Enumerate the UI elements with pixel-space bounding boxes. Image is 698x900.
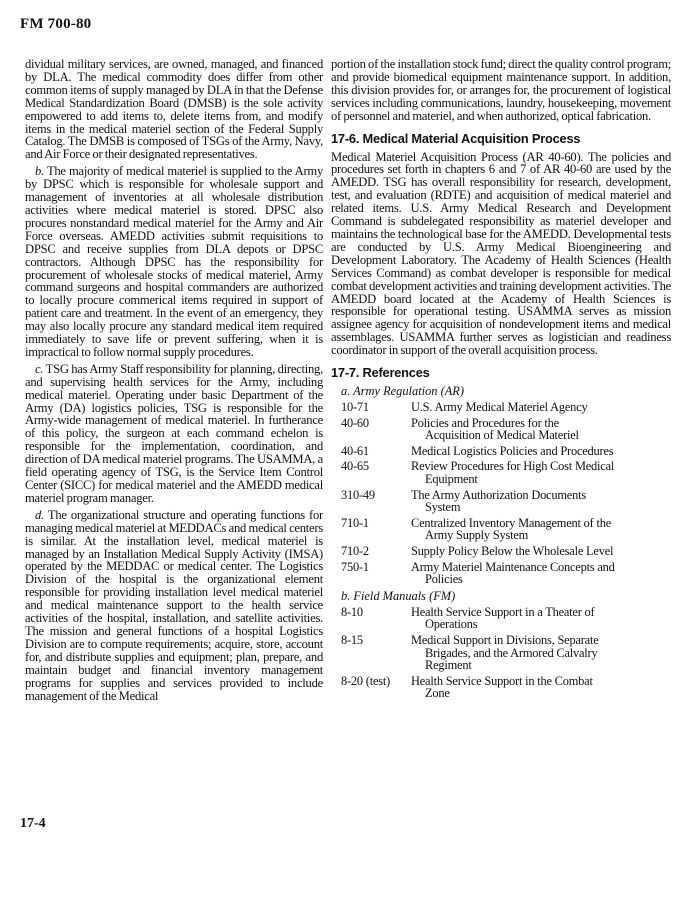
- reference-item: [341, 606, 671, 631]
- reference-title: Medical Support in Divisions, Separate Brigades, and the Armored Calvalry Regiment: [411, 632, 599, 673]
- reference-item: [341, 517, 671, 542]
- paragraph-b-text: The majority of medical materiel is supplied to the Army by DPSC which is responsible for wholesale support and management of inventories at all wholesale distribution activities where medical materiel is stored. DPSC also procures nonstandard medical materiel for the Army and Air Force overseas. AMEDD activities submit requisitions to DPSC and receive supplies from DLA depots or DPSC contractors. Although DPSC has the responsibility for procurement of wholesale stocks of medical materiel, Army command surgeons and hospital commanders are authorized to locally procure commerical items required in support of patient care and treatment. In the event of an emergency, they may also locally procure any standard medical item required immediately to save life or prevent suffering, when it is impractical to follow normal supply procedures.: [25, 164, 323, 359]
- reference-title: Supply Policy Below the Wholesale Level: [411, 543, 614, 558]
- reference-number: 8-15: [341, 632, 363, 647]
- reference-title: Medical Logistics Policies and Procedures: [411, 443, 614, 458]
- ar-reference-list: [331, 401, 671, 586]
- reference-item: [341, 460, 671, 485]
- paragraph-b: [25, 165, 323, 359]
- paragraph-d-text: The organizational structure and operating functions for managing medical materiel at MEDDACs and medical centers is similar. At the installation level, medical materiel is managed by an Installation Medical Supply Activity (IMSA) operated by the MEDDAC or medical center. The Logistics Division of the hospital is the organizational element responsible for providing installation level medical materiel and medical maintenance support to the health service activities of the hospital, installation, and satellite activities. The mission and general functions of a hospital Logistics Division are to compute requirements; acquire, store, account for, and distribute supplies and equipment; plan, prepare, and maintain budget and financial inventory management programs for supplies and services provided to include management of the Medical: [25, 507, 323, 703]
- paragraph-b-label: b.: [35, 164, 44, 179]
- reference-title: Health Service Support in the Combat Zone: [411, 673, 593, 701]
- reference-title: Policies and Procedures for the Acquisition of Medical Materiel: [411, 415, 579, 443]
- section-heading-17-7: 17-7. References: [331, 365, 430, 381]
- fm-subheading: b. Field Manuals (FM): [341, 588, 456, 603]
- reference-number: 40-60: [341, 415, 369, 430]
- paragraph-d: [25, 509, 323, 703]
- reference-item: [341, 445, 671, 458]
- reference-title: Health Service Support in a Theater of Operations: [411, 604, 595, 632]
- page-number: 17-4: [20, 816, 46, 831]
- ar-subheading: a. Army Regulation (AR): [341, 384, 464, 399]
- paragraph-c-label: c.: [35, 361, 44, 376]
- reference-number: 8-20 (test): [341, 673, 391, 688]
- section-heading-17-6: 17-6. Medical Material Acquisition Process: [331, 130, 581, 146]
- reference-title: The Army Authorization Documents System: [411, 487, 586, 515]
- paragraph-d-label: d.: [35, 507, 44, 522]
- reference-title: Army Materiel Maintenance Concepts and Policies: [411, 559, 615, 587]
- paragraph-c-text: TSG has Army Staff responsibility for planning, directing, and supervising health services for the Army, including medical materiel. Operating under basic Department of the Army (DA) logistics policies, TSG is responsible for the Army-wide management of medical materiel. In furtherance of this policy, the surgeon at each command echelon is responsible for the implementation, coordination, and direction of DA medical materiel programs. The USAMMA, a field operating agency of TSG, is the Service Item Control Center (SICC) for medical materiel and the AMEDD medical materiel program manager.: [25, 361, 323, 505]
- right-column: [331, 58, 671, 700]
- paragraph-c: [25, 363, 323, 505]
- reference-number: 40-61: [341, 443, 369, 458]
- paragraph-17-6: Medical Materiel Acquisition Process (AR 40-60). The policies and procedures set forth in chapters 6 and 7 of AR 40-60 are used by the AMEDD. TSG has overall responsibility for research, development, test, and evaluation (RDTE) and acquisition of medical materiel and related items. U.S. Army Medical Research and Development Command is subdelegated responsibility as materiel developer and maintains the technological base for the AMEDD. Developmental tests are conducted by U.S. Army Medical Bioengineering and Development Laboratory. The Academy of Health Sciences (Health Services Command) as combat developer is responsible for medical combat development activities and training development activities. The AMEDD board located at the Academy of Health Sciences is responsible for operational testing. USAMMA serves as mission assignee agency for acquisition of nondevelopment items and medical assemblages. USAMMA further serves as logistician and readiness coordinator in support of the overall acquisition process.: [331, 149, 671, 358]
- reference-item: [341, 401, 671, 414]
- reference-item: [341, 634, 671, 672]
- fm-reference-list: [331, 606, 671, 700]
- reference-title: Centralized Inventory Management of the Army Supply System: [411, 515, 612, 543]
- reference-item: [341, 675, 671, 700]
- reference-item: [341, 417, 671, 442]
- reference-number: 40-65: [341, 459, 369, 474]
- reference-number: 10-71: [341, 400, 369, 415]
- reference-number: 710-1: [341, 515, 369, 530]
- reference-number: 710-2: [341, 543, 369, 558]
- reference-number: 8-10: [341, 604, 363, 619]
- page-header-doc-id: FM 700-80: [20, 16, 92, 32]
- reference-item: [341, 545, 671, 558]
- paragraph-intro: dividual military services, are owned, managed, and financed by DLA. The medical commodity does differ from other common items of supply managed by DLA in that the Defense Medical Standardization Board (DMSB) is the sole activity empowered to add items to, delete items from, and modify items in the medical materiel section of the Federal Supply Catalog. The DMSB is composed of TSGs of the Army, Navy, and Air Force or their designated representatives.: [25, 57, 323, 162]
- reference-item: [341, 561, 671, 586]
- reference-number: 310-49: [341, 487, 375, 502]
- left-column: [25, 58, 323, 702]
- reference-title: Review Procedures for High Cost Medical Equipment: [411, 459, 615, 486]
- paragraph-continued: portion of the installation stock fund; direct the quality control program; and provide biomedical equipment maintenance support. In addition, this division provides for, or arranges for, the procurement of logistical services including communications, laundry, housekeeping, movement of personnel and materiel, and when authorized, optical fabrication.: [331, 57, 671, 123]
- reference-item: [341, 489, 671, 514]
- reference-title: U.S. Army Medical Materiel Agency: [411, 400, 588, 415]
- reference-number: 750-1: [341, 559, 369, 574]
